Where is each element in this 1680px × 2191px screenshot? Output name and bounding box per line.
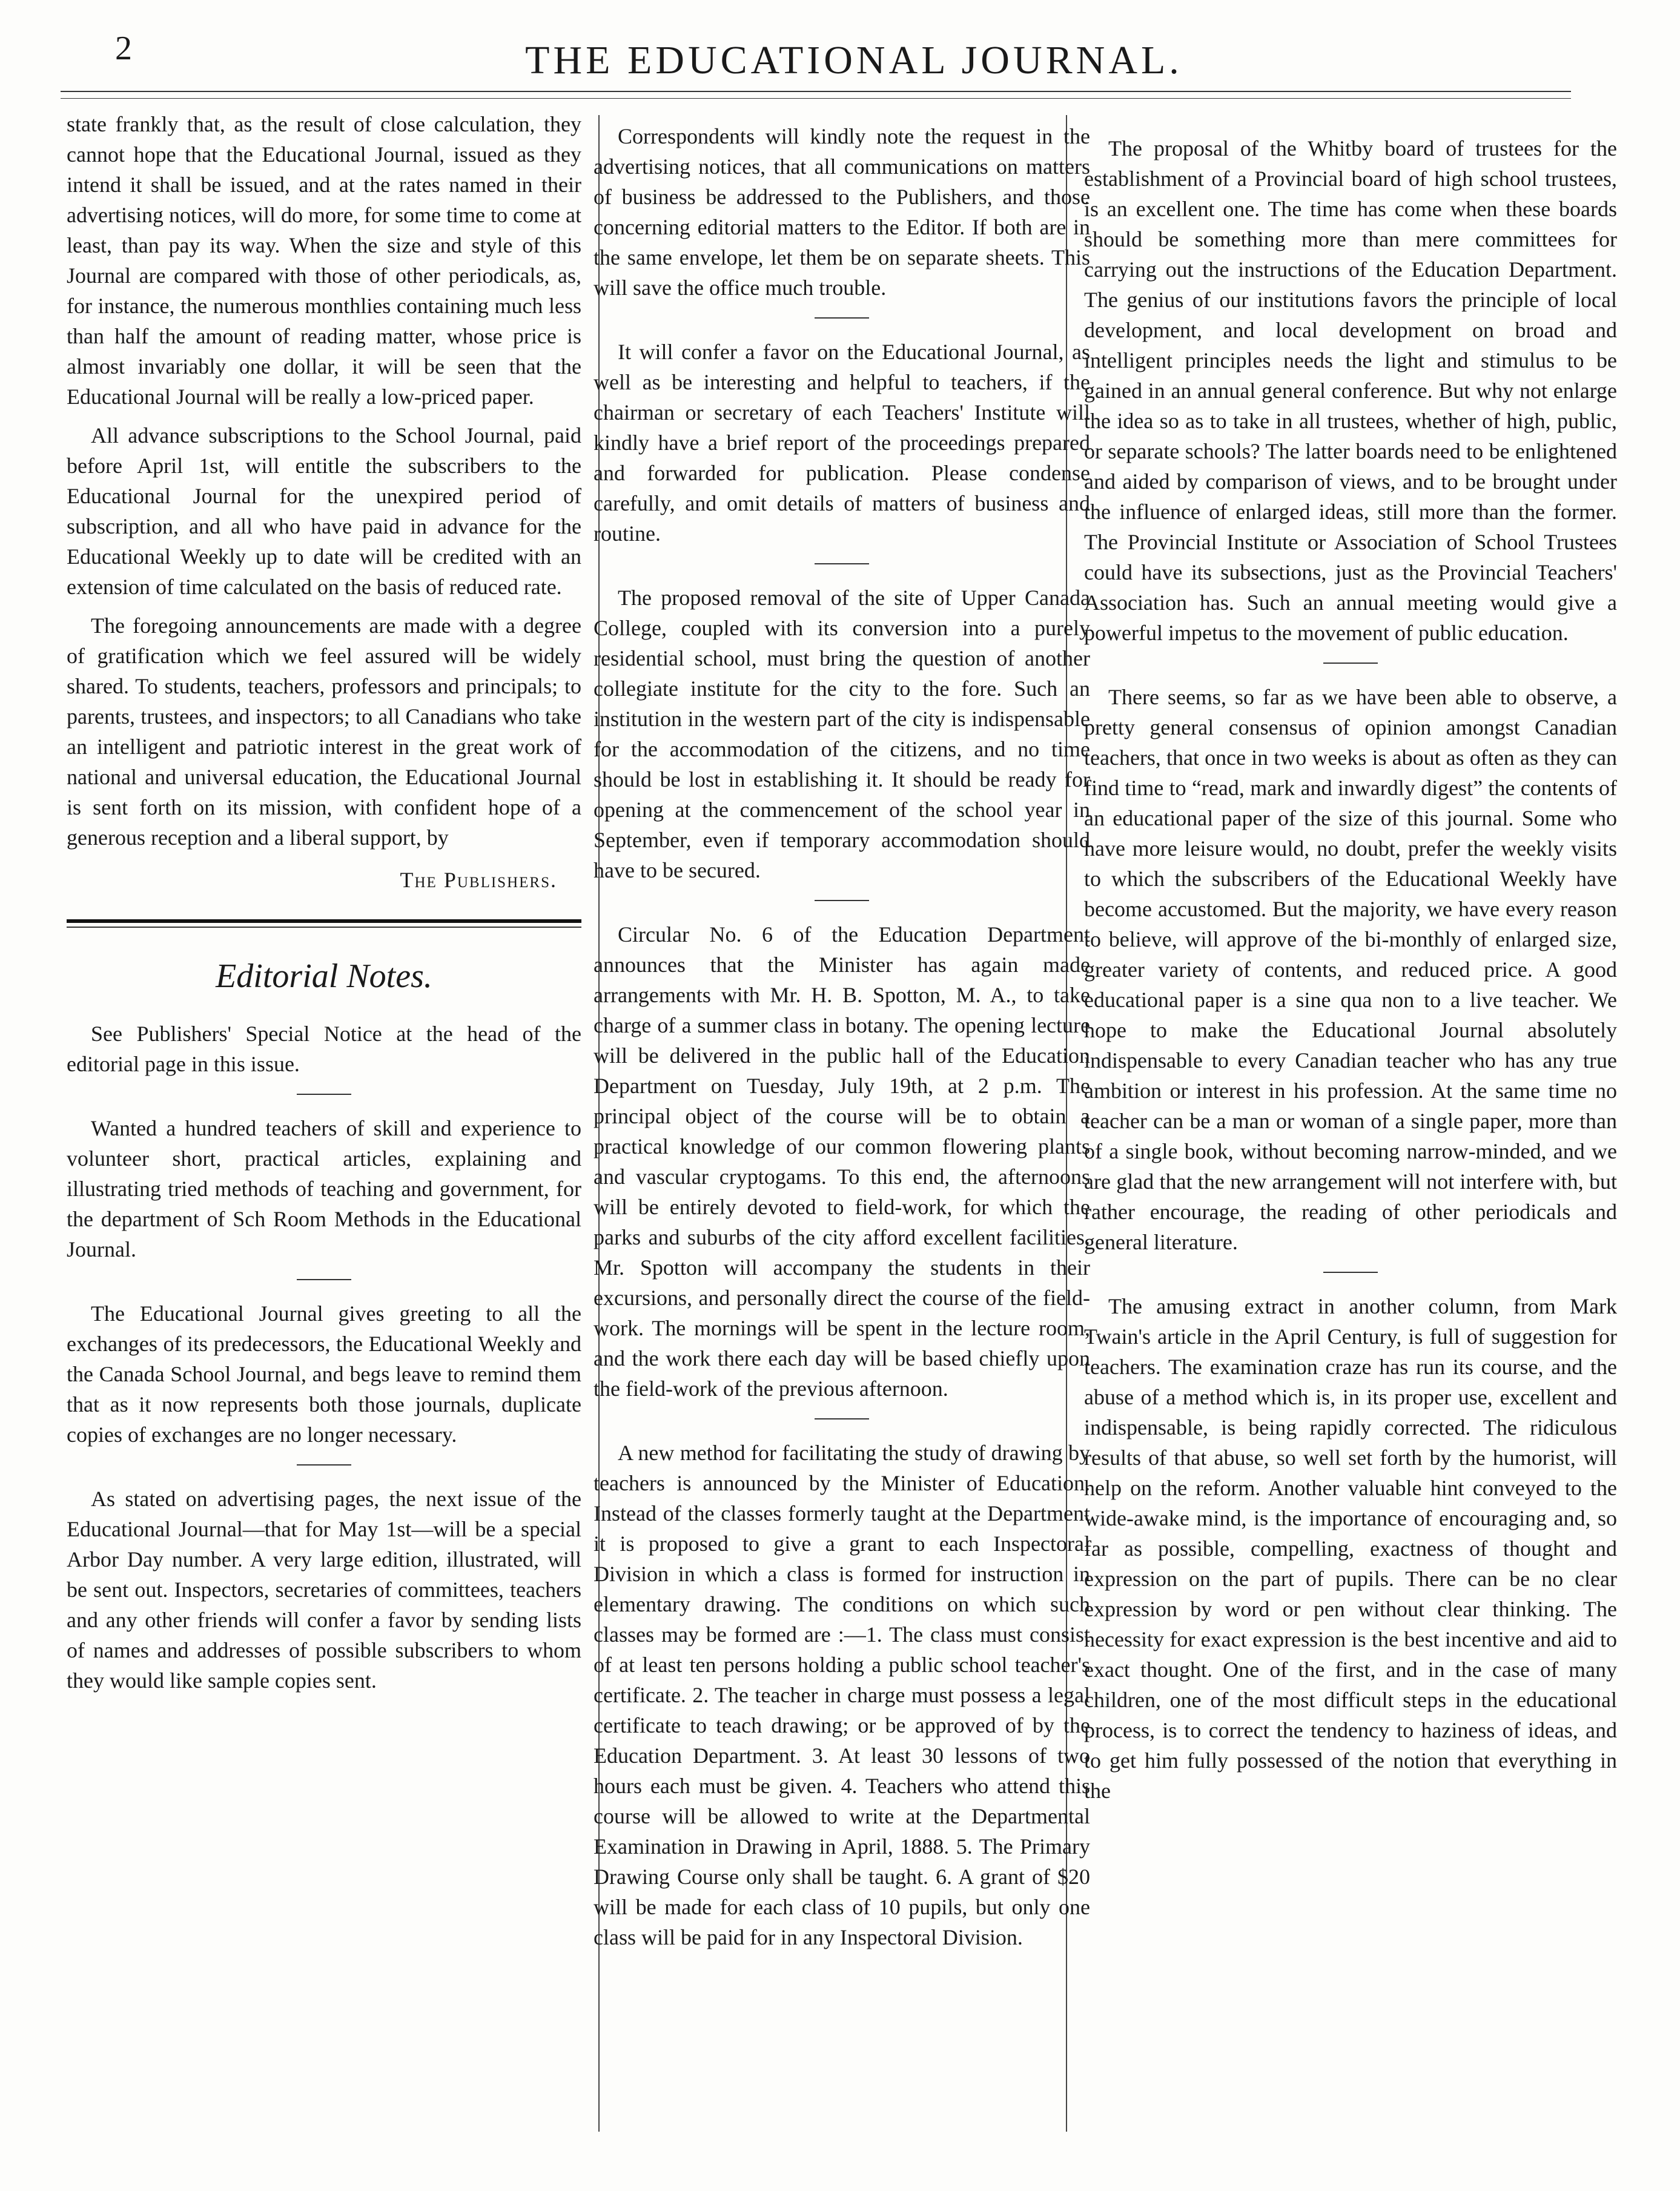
note-separator xyxy=(815,317,869,319)
editorial-note: Wanted a hundred teachers of skill and experience to volunteer short, practical articles, explaining and illustrating tried methods of teaching and government, for the department of Sch Room Methods in the Educational Journal. xyxy=(67,1116,581,1261)
editorial-note: It will confer a favor on the Educational Journal, as well as be interesting and helpful to teachers, if the chairman or secretary of each Teachers' Institute will kindly have a brief report of the proceedings prepared and forwarded for publication. Please condense carefully, and omit details of matters of business and routine. xyxy=(594,340,1090,546)
signature: The Publishers. xyxy=(400,868,557,892)
editorial-note: A new method for facilitating the study of drawing by teachers is announced by the Minister of Education. Instead of the classes formerly taught at the Department it is proposed to give a grant to each Inspectoral Division in which a class is formed for instruction in elementary drawing. The conditions on which such classes may be formed are :—1. The class must consist of at least ten persons holding a public school teacher's certificate. 2. The teacher in charge must possess a legal certificate to teach drawing; or be approved of by the Education Department. 3. At least 30 lessons of two hours each must be given. 4. Teachers who attend this course will be allowed to write at the Departmental Examination in Drawing in April, 1888. 5. The Primary Drawing Course only shall be taught. 6. A grant of $20 will be made for each class of 10 pupils, but only one class will be paid for in any Inspectoral Division. xyxy=(594,1441,1090,1949)
column-3 xyxy=(1078,109,1617,1806)
editorial-note: Correspondents will kindly note the request in the advertising notices, that all communications on matters of business be addressed to the Publishers, and those concerning editorial matters to the Editor. If both are in the same envelope, let them be on separate sheets. This will save the office much trouble. xyxy=(594,124,1090,300)
editorial-note: See Publishers' Special Notice at the head of the editorial page in this issue. xyxy=(67,1022,581,1076)
journal-title: THE EDUCATIONAL JOURNAL. xyxy=(525,38,1183,82)
paragraph: All advance subscriptions to the School Journal, paid before April 1st, will entitle the subscribers to the Educational Journal for the unexpired period of subscription, and all who have paid in advance for the Educational Weekly up to date will be credited with an extension of time calculated on the basis of reduced rate. xyxy=(67,423,581,599)
note-separator xyxy=(1323,1272,1378,1273)
paragraph: state frankly that, as the result of close calculation, they cannot hope that the Educational Journal, issued as they intend it shall be issued, and at the rates named in their advertising notices, will do more, for some time to come at least, than pay its way. When the size and style of this Journal are compared with those of other periodicals, as, for instance, the numerous monthlies containing much less than half the amount of reading matter, whose price is almost invariably one dollar, it will be seen that the Educational Journal will be really a low-priced paper. xyxy=(67,112,581,409)
header-rule xyxy=(61,91,1571,92)
editorial-note: The amusing extract in another column, from Mark Twain's article in the April Century, is full of suggestion for teachers. The examination craze has run its course, and the abuse of a method which is, in its proper use, excellent and indispensable, is being rapidly corrected. The ridiculous results of that abuse, so well set forth by the humorist, will help on the reform. Another valuable hint conveyed to the wide-awake mind, is the importance of encouraging and, so far as possible, compelling, exactness of thought and expression on the part of pupils. There can be no clear expression by word or pen without clear thinking. The necessity for exact expression is the best incentive and aid to exact thought. One of the first, and in the case of many children, one of the most difficult steps in the educational process, is to correct the tendency to haziness of ideas, and to get him fully possessed of the notion that everything in the xyxy=(1084,1294,1617,1803)
header-rule-thin xyxy=(61,98,1571,99)
note-separator xyxy=(297,1279,351,1280)
note-separator xyxy=(1323,663,1378,664)
editorial-note: Circular No. 6 of the Education Department announces that the Minister has again made arrangements with Mr. H. B. Spotton, M. A., to take charge of a summer class in botany. The opening lecture will be delivered in the public hall of the Education Department on Tuesday, July 19th, at 2 p.m. The principal object of the course will be to obtain a practical knowledge of our common flowering plants and vascular cryptogams. To this end, the afternoons will be entirely devoted to field-work, for which the parks and suburbs of the city afford excellent facilities. Mr. Spotton will accompany the students in their excursions, and personally direct the course of the field-work. The mornings will be spent in the lecture room, and the work there each day will be based chiefly upon the field-work of the previous afternoon. xyxy=(594,922,1090,1401)
section-rule xyxy=(67,919,581,923)
page-number: 2 xyxy=(115,30,132,67)
note-separator xyxy=(815,900,869,901)
note-separator xyxy=(297,1094,351,1095)
column-1 xyxy=(67,109,581,1696)
editorial-note: The proposal of the Whitby board of trustees for the establishment of a Provincial board of high school trustees, is an excellent one. The time has come when these boards should be something more than mere committees for carrying out the instructions of the Education Department. The genius of our institutions favors the principle of local development, and local development on broad and intelligent principles needs the light and stimulus to be gained in an annual general conference. But why not enlarge the idea so as to take in all trustees, whether of high, public, or separate schools? The latter boards need to be enlightened and aided by comparison of views, and to be brought under the influence of enlarged ideas, still more than the former. The Provincial Institute or Association of School Trustees could have its subsections, just as the Provincial Teachers' Association has. Such an annual meeting would give a powerful impetus to the movement of public education. xyxy=(1084,136,1617,645)
note-separator xyxy=(815,1418,869,1419)
section-heading: Editorial Notes. xyxy=(216,957,432,995)
section-rule-thin xyxy=(67,927,581,928)
editorial-note: The proposed removal of the site of Upper Canada College, coupled with its conversion into a purely residential school, must bring the question of another collegiate institute for the city to the fore. Such an institution in the western part of the city is indispensable for the accommodation of the citizens, and no time should be lost in establishing it. It should be ready for opening at the commencement of the school year in September, even if temporary accommodation should have to be secured. xyxy=(594,586,1090,882)
note-separator xyxy=(297,1464,351,1466)
editorial-note: There seems, so far as we have been able to observe, a pretty general consensus of opinion amongst Canadian teachers, that once in two weeks is about as often as they can find time to “read, mark and inwardly digest” the contents of an educational paper of the size of this journal. Some who have more leisure would, no doubt, prefer the weekly visits to which the subscribers of the Educational Weekly have become accustomed. But the majority, we have every reason to believe, will approve of the bi-monthly of enlarged size, greater variety of contents, and reduced price. A good educational paper is a sine qua non to a live teacher. We hope to make the Educational Journal absolutely indispensable to every Canadian teacher who has any true ambition or interest in his profession. At the same time no teacher can be a man or woman of a single paper, more than of a single book, without becoming narrow-minded, and we are glad that the new arrangement will not interfere with, but rather encourage, the reading of other periodicals and general literature. xyxy=(1084,685,1617,1254)
column-2 xyxy=(563,109,1090,1952)
note-separator xyxy=(815,563,869,564)
editorial-note: As stated on advertising pages, the next issue of the Educational Journal—that for May 1st—will be a special Arbor Day number. A very large edition, illustrated, will be sent out. Inspectors, secretaries of committees, teachers and any other friends will confer a favor by sending lists of names and addresses of possible subscribers to whom they would like sample copies sent. xyxy=(67,1487,581,1693)
paragraph: The foregoing announcements are made with a degree of gratification which we feel assured will be widely shared. To students, teachers, professors and principals; to parents, trustees, and inspectors; to all Canadians who take an intelligent and patriotic interest in the great work of national and universal education, the Educational Journal is sent forth on its mission, with confident hope of a generous reception and a liberal support, by xyxy=(67,613,581,850)
editorial-note: The Educational Journal gives greeting to all the exchanges of its predecessors, the Educational Weekly and the Canada School Journal, and begs leave to remind them that as it now represents both those journals, duplicate copies of exchanges are no longer necessary. xyxy=(67,1301,581,1447)
